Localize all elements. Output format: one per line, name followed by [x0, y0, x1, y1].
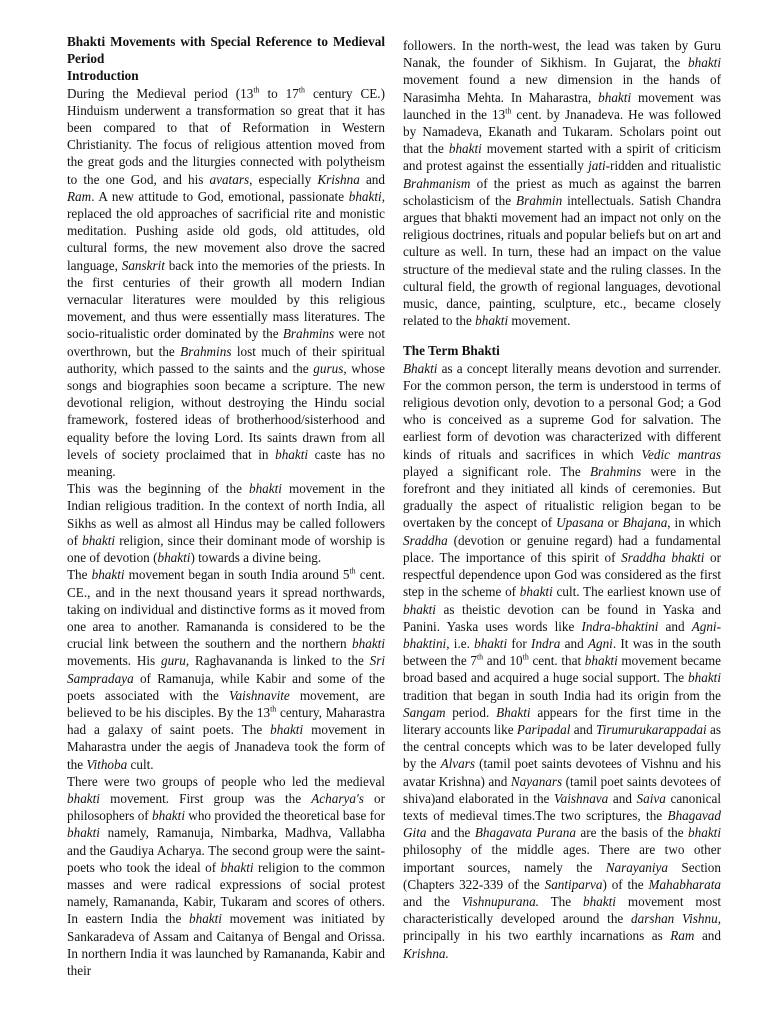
- italic-term: Agni-bhaktini: [403, 618, 721, 651]
- section-heading-introduction: Introduction: [67, 68, 139, 84]
- italic-term: Indra-bhaktini: [581, 618, 659, 634]
- italic-term: Sanskrit: [121, 257, 165, 273]
- text-run: , principally in his two earthly incarnations as: [403, 911, 721, 944]
- text-run: caste has no meaning.: [67, 446, 386, 480]
- superscript-ordinal: th: [270, 704, 277, 714]
- text-run: or philosophers of: [67, 790, 385, 824]
- italic-term: Krishna: [317, 171, 360, 187]
- text-run: century CE.) Hinduism underwent a transformation so great that it has been compared to that of Reformation in Western Christianity. The focus of religious attention moved from the great gods and the liturgies connected with polytheism to the one God, and his: [67, 85, 385, 187]
- text-run: (tamil poet saints devotees of Vishnu and his avatar Krishna) and: [403, 756, 721, 789]
- italic-term: avatars: [209, 171, 250, 187]
- text-run: . It was in the south between the 7: [403, 635, 721, 669]
- text-run: cent. that: [528, 653, 585, 669]
- italic-term: Sraddha: [403, 532, 448, 548]
- italic-term: bhakti: [352, 636, 385, 652]
- italic-term: darshan Vishnu: [631, 911, 718, 927]
- italic-term: Sraddha bhakti: [621, 549, 705, 565]
- superscript-ordinal: th: [505, 106, 512, 116]
- italic-term: bhakti: [519, 584, 553, 600]
- text-run: movement was launched in the 13: [403, 89, 721, 122]
- text-run: movement found a new dimension in the hands of Narasimha Mehta. In Maharastra,: [403, 72, 721, 105]
- italic-term: bhakti: [67, 825, 100, 841]
- italic-term: bhakti: [270, 722, 304, 738]
- italic-term: Sri Sampradaya: [67, 653, 385, 686]
- text-run: , especially: [249, 171, 318, 187]
- italic-term: Mahabharata: [648, 876, 721, 892]
- intro-paragraph-4: [67, 773, 385, 979]
- superscript-ordinal: th: [476, 652, 484, 662]
- italic-term: Santiparva: [544, 876, 603, 892]
- text-run: During the Medieval period (13: [67, 85, 254, 101]
- text-run: cult.: [127, 756, 154, 772]
- text-run: to 17: [259, 85, 299, 101]
- text-run: appears for the first time in the literary accounts like: [403, 704, 721, 737]
- italic-term: Brahmin: [516, 192, 563, 208]
- italic-term: Sangam: [403, 704, 446, 720]
- italic-term: bhakti: [152, 808, 185, 824]
- right-column: [403, 37, 721, 962]
- italic-term: Nayanars: [510, 773, 563, 789]
- text-run: . A new attitude to God, emotional, passionate: [91, 188, 349, 204]
- intro-paragraph-continued: [403, 37, 721, 329]
- italic-term: Brahmins: [180, 343, 232, 359]
- italic-term: Vishnupurana.: [461, 893, 539, 909]
- text-run: and: [608, 790, 637, 806]
- italic-term: Vaishnava: [554, 790, 609, 806]
- text-run: canonical texts of medieval times.The two scriptures, the: [403, 790, 721, 823]
- superscript-ordinal: th: [298, 85, 305, 95]
- text-run: and: [658, 618, 692, 634]
- intro-paragraph-2: [67, 480, 385, 566]
- italic-term: Bhakti: [403, 360, 438, 376]
- italic-term: bhakti: [82, 532, 116, 548]
- superscript-ordinal: th: [349, 566, 356, 576]
- italic-term: bhakti: [91, 567, 125, 583]
- text-run: ) of the: [602, 876, 649, 892]
- text-run: or respectful dependence upon God was considered as the first step in the scheme of: [403, 549, 721, 600]
- italic-term: bhakti: [348, 188, 382, 204]
- text-run: and: [359, 171, 385, 187]
- text-run: (tamil poet saints devotees of shiva)and elaborated in the: [403, 773, 721, 806]
- text-run: who provided the theoretical base for: [184, 808, 386, 824]
- italic-term: bhakti: [403, 601, 436, 617]
- text-run: , whose songs and biographies soon became a scripture. The new devotional religion, without destroying the Hindu social framework, fostered ideas of brotherhood/sisterhood and equality before the loving Lord. Its saints drawn from all levels of society proclaimed that in: [67, 360, 385, 462]
- italic-term: Brahmins: [589, 463, 642, 479]
- italic-term: bhakti: [475, 313, 509, 329]
- text-run: and: [560, 635, 588, 651]
- italic-term: Acharya's: [311, 790, 364, 806]
- text-run: religion, since their dominant mode of worship is one of devotion (: [67, 532, 385, 566]
- text-run: of Ramanuja, while Kabir and some of the poets associated with the: [67, 670, 385, 703]
- italic-term: Paripadal: [516, 721, 571, 737]
- text-run: lost much of their spiritual authority, which passed to the saints and the: [67, 343, 385, 376]
- text-run: cult. The earliest known use of: [552, 584, 722, 600]
- text-run: movement most characteristically developed around the: [403, 893, 722, 927]
- text-run: Section (Chapters 322-339 of the: [403, 859, 721, 892]
- text-run: and: [570, 721, 597, 737]
- text-run: as the central concepts which was to be later developed fully by the: [403, 721, 721, 772]
- text-run: This was the beginning of the: [67, 481, 249, 497]
- text-run: movement began in south India around 5: [124, 567, 350, 583]
- text-run: for: [507, 635, 532, 651]
- text-run: (devotion or genuine regard) had a fundamental place. The importance of this spirit of: [403, 532, 721, 565]
- italic-term: bhakti: [688, 825, 722, 841]
- italic-term: bhakti: [275, 446, 309, 462]
- text-run: were not overthrown, but the: [67, 326, 385, 359]
- text-run: namely, Ramanuja, Nimbarka, Madhva, Vallabha and the Gaudiya Acharya. The second group were the saint-poets who took the ideal of: [67, 825, 385, 875]
- italic-term: gurus: [313, 360, 344, 376]
- text-run: tradition that began in south India had its origin from the: [403, 687, 721, 703]
- text-run: , replaced the old approaches of sacrificial rite and monistic meditation. Pushing aside old gods, old attitudes, old cultural forms, the new movement also drove the sacred language,: [67, 188, 385, 273]
- italic-term: Narayaniya: [605, 859, 669, 875]
- italic-term: Vedic mantras: [641, 446, 721, 462]
- italic-term: Krishna.: [403, 945, 449, 961]
- italic-term: Bhakti: [496, 704, 531, 720]
- text-run: and the: [403, 893, 462, 909]
- italic-term: bhakti: [248, 481, 282, 497]
- text-run: movements. His: [67, 653, 161, 669]
- italic-term: bhakti: [220, 859, 254, 875]
- text-run: or: [603, 515, 623, 531]
- text-run: cent. by Jnanadeva. He was followed by Namadeva, Ekanath and Tukaram. Scholars point out that the: [403, 106, 722, 157]
- italic-term: Ram: [67, 188, 92, 204]
- italic-term: bhakti: [67, 790, 100, 806]
- italic-term: Vithoba: [86, 756, 128, 772]
- text-run: movement in the Indian religious tradition. In the context of north India, all Sikhs as well as almost all Hindus may be called followers of: [67, 481, 385, 548]
- text-run: intellectuals. Satish Chandra argues that bhakti movement had an impact not only on the religious doctrines, rituals and popular beliefs but on art and culture as well. In turn, these had an impact on the value structure of the medieval state and the ruling classes. In the cultural field, the growth of regional languages, devotional music, dance, painting, sculpture, etc., became closely related to the: [403, 192, 721, 329]
- italic-term: bhakti: [157, 550, 191, 566]
- italic-term: bhakti: [474, 635, 508, 651]
- text-run: , Raghavananda is linked to the: [185, 653, 370, 669]
- text-run: movement. First group was the: [99, 790, 312, 806]
- text-run: back into the memories of the priests. In the first centuries of their growth all modern Indian vernacular literatures were moulded by this religious movement, and thus were essentially mass literatures. The socio-ritualistic order dominated by the: [67, 257, 385, 342]
- italic-term: Saiva: [636, 790, 666, 806]
- text-run: are the basis of the: [575, 825, 689, 841]
- text-run: movement was initiated by Sankaradeva of Assam and Caitanya of Bengal and Orissa. In northern India it was launched by Ramananda, Kabir and their: [67, 911, 385, 978]
- italic-term: bhakti: [688, 670, 721, 686]
- text-run: religion to the common masses and were radical expressions of social protest namely, Ramananda, Kabir, Tukaram and scores of others. In eastern India the: [67, 859, 385, 927]
- text-run: , i.e.: [446, 635, 475, 651]
- italic-term: Bhajana: [622, 515, 668, 531]
- text-run: followers. In the north-west, the lead was taken by Guru Nanak, the founder of Sikhism. In Gujarat, the: [403, 38, 721, 71]
- text-run: and the: [426, 825, 475, 841]
- text-run: and: [694, 928, 721, 944]
- italic-term: Upasana: [556, 515, 604, 531]
- italic-term: bhakti: [584, 653, 618, 669]
- text-run: movement became broad based and acquired a huge social support. The: [403, 653, 721, 686]
- intro-paragraph-1: [67, 85, 385, 481]
- text-run: period.: [445, 704, 497, 720]
- text-run: movement.: [508, 313, 571, 329]
- text-run: The: [538, 893, 583, 909]
- text-run: were in the forefront and they initiated all kinds of ceremonies. But gradually the aspect of ritualistic religion began to be overtaken by the concept of: [403, 463, 721, 531]
- text-run: movement, are believed to be his disciples. By the 13: [67, 687, 386, 720]
- superscript-ordinal: th: [253, 85, 260, 95]
- italic-term: bhakti: [598, 89, 632, 105]
- italic-term: Indra: [531, 635, 561, 651]
- italic-term: Brahmanism: [403, 175, 471, 191]
- text-run: , in which: [667, 515, 721, 531]
- italic-term: Bhagavata Purana: [474, 825, 576, 841]
- text-run: philosophy of the middle ages. There are two other important sources, namely the: [403, 842, 721, 875]
- text-run: of the priest as much as against the barren scholasticism of the: [403, 175, 721, 208]
- superscript-ordinal: th: [522, 652, 529, 662]
- text-run: cent. CE., and in the next thousand years it spread northwards, taking on individual and distinctive forms as it moved from one area to another. Ramananda is considered to be the crucial link between the southern and the northern: [67, 567, 385, 652]
- text-run: The: [67, 567, 92, 583]
- italic-term: Agni: [587, 635, 613, 651]
- italic-term: guru: [160, 653, 186, 669]
- italic-term: Bhagavad Gita: [403, 807, 721, 841]
- italic-term: bhakti: [688, 55, 721, 71]
- text-run: as a concept literally means devotion and surrender. For the common person, the term is understood in terms of religious devotion only, devotion to a personal God; a God who is conceived as a supreme God for salvation. The earliest form of devotion was characterized with different kinds of rituals and sacrifices in which: [403, 360, 721, 462]
- italic-term: Ram: [670, 928, 695, 944]
- italic-term: bhakti: [582, 893, 616, 909]
- italic-term: bhakti: [189, 911, 222, 927]
- intro-paragraph-3: [67, 566, 385, 772]
- italic-term: Alvars: [440, 756, 476, 772]
- italic-term: Tirumurukarappadai: [596, 721, 707, 737]
- italic-term: bhakti: [448, 141, 482, 157]
- document-title: Bhakti Movements with Special Reference to Medieval Period: [67, 34, 385, 67]
- text-run: as theistic devotion can be found in Yaska and Panini. Yaska uses words like: [403, 601, 721, 634]
- text-run: There were two groups of people who led the medieval: [67, 773, 385, 789]
- text-run: movement in Maharastra under the aegis of Jnanadeva took the form of the: [67, 722, 385, 772]
- text-run: -ridden and ritualistic: [605, 158, 721, 174]
- italic-term: Vaishnavite: [228, 687, 290, 703]
- text-run: movement started with a spirit of criticism and protest against the essentially: [403, 141, 721, 174]
- italic-term: jati: [588, 158, 606, 174]
- text-run: played a significant role. The: [403, 463, 590, 479]
- section-heading-term-bhakti: The Term Bhakti: [403, 343, 500, 359]
- text-run: century, Maharastra had a galaxy of saint poets. The: [67, 704, 386, 738]
- italic-term: Brahmins: [282, 326, 335, 342]
- section-spacer: [403, 329, 721, 342]
- text-run: ) towards a divine being.: [190, 550, 322, 566]
- text-run: and 10: [483, 653, 523, 669]
- left-column: [67, 33, 385, 979]
- term-bhakti-paragraph: [403, 360, 721, 962]
